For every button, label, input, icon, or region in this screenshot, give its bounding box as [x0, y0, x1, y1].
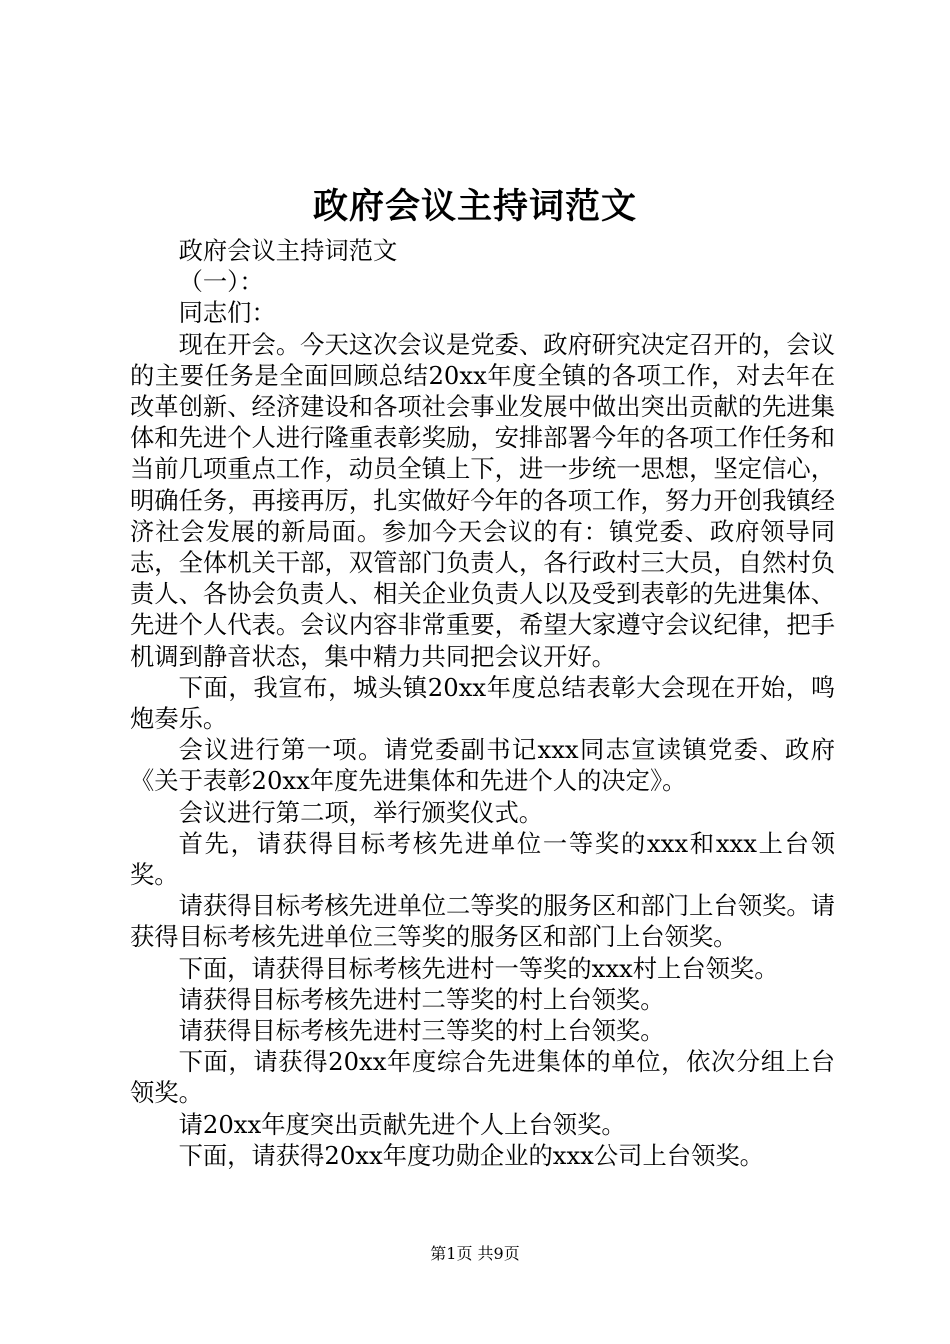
paragraph-award-individual: 请20xx年度突出贡献先进个人上台领奖。	[178, 1109, 626, 1139]
paragraph-award-second-village: 请获得目标考核先进村二等奖的村上台领奖。	[178, 984, 665, 1014]
paragraph-item-two: 会议进行第二项，举行颁奖仪式。	[178, 797, 544, 827]
paragraph-section-label: （一）：	[178, 267, 264, 297]
page-number-footer: 第1页 共9页	[430, 1244, 520, 1263]
paragraph-salutation: 同志们：	[178, 298, 276, 328]
document-body	[130, 235, 835, 1171]
paragraph-subtitle: 政府会议主持词范文	[178, 236, 398, 265]
document-title: 政府会议主持词范文	[312, 186, 637, 227]
paragraph-announcement: 下面，我宣布，城头镇20xx年度总结表彰大会现在开始，鸣炮奏乐。	[130, 672, 835, 734]
paragraph-award-first-village: 下面，请获得目标考核先进村一等奖的xxx村上台领奖。	[178, 953, 779, 983]
paragraph-award-enterprise: 下面，请获得20xx年度功勋企业的xxx公司上台领奖。	[178, 1140, 764, 1170]
paragraph-item-one: 会议进行第一项。请党委副书记xxx同志宣读镇党委、政府《关于表彰20xx年度先进集体和先进个人的决定》。	[130, 735, 835, 796]
paragraph-award-first-unit: 首先，请获得目标考核先进单位一等奖的xxx和xxx上台领奖。	[130, 828, 835, 890]
paragraph-award-collective: 下面，请获得20xx年度综合先进集体的单位，依次分组上台领奖。	[130, 1047, 835, 1108]
paragraph-award-third-village: 请获得目标考核先进村三等奖的村上台领奖。	[178, 1016, 665, 1046]
paragraph-opening: 现在开会。今天这次会议是党委、政府研究决定召开的，会议的主要任务是全面回顾总结20xx年度全镇的各项工作，对去年在改革创新、经济建设和各项社会事业发展中做出突出贡献的先进集体和先进个人进行隆重表彰奖励，安排部署今年的各项工作任务和当前几项重点工作，动员全镇上下，进一步统一思想，坚定信心，明确任务，再接再厉，扎实做好今年的各项工作，努力开创我镇经济社会发展的新局面。参加今天会议的有：镇党委、政府领导同志，全体机关干部，双管部门负责人，各行政村三大员，自然村负责人、各协会负责人、相关企业负责人以及受到表彰的先进集体、先进个人代表。会议内容非常重要，希望大家遵守会议纪律，把手机调到静音状态，集中精力共同把会议开好。	[130, 329, 835, 671]
paragraph-award-second-third-unit: 请获得目标考核先进单位二等奖的服务区和部门上台领奖。请获得目标考核先进单位三等奖的服务区和部门上台领奖。	[130, 891, 835, 952]
